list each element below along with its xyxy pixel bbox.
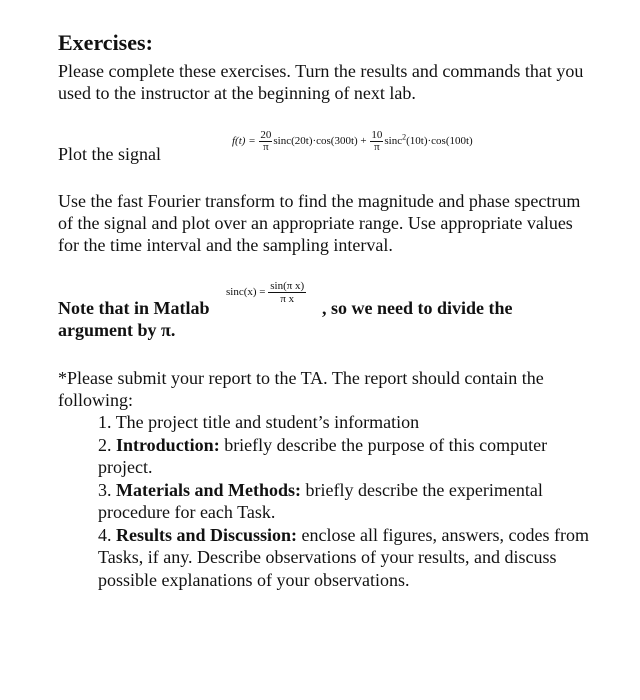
list-item [98,411,598,434]
item-text: The project title and student’s information [115,412,420,432]
formula-den-2: π [374,141,380,153]
report-items-list [98,411,598,591]
plot-signal-label: Plot the signal [58,144,161,164]
intro-paragraph: Please complete these exercises. Turn the results and commands that you used to the instructor at the beginning of next lab. [58,61,584,103]
sinc-lhs: sinc(x) = [226,286,266,299]
fft-paragraph: Use the fast Fourier transform to find the magnitude and phase spectrum of the signal and plot over an appropriate range. Use appropriate values for the time interval and the sampling interval. [58,191,581,255]
formula-exponent: 2 [402,132,407,142]
submit-instructions: *Please submit your report to the TA. The report should contain the following: [58,368,544,410]
note-prefix: Note that in Matlab [58,298,210,318]
item-text: enclose all figures, answers, codes from Tasks, if any. Describe observations of your results, and discuss possible explanations of your observations. [98,524,589,590]
sinc-den: π x [280,293,295,305]
list-item [98,524,598,592]
formula-num-2: 10 [371,129,383,141]
list-item [98,434,598,479]
item-number: 2. [98,434,112,455]
sinc-num: sin(π x) [270,280,305,292]
item-text: briefly describe the purpose of this computer project. [98,434,548,477]
list-item [98,479,598,524]
formula-fraction-2 [370,130,383,153]
item-bold: Introduction: [116,434,220,455]
signal-formula [232,130,473,153]
note-line-2: argument by π. [58,320,176,340]
formula-term-2a: sinc [384,135,403,148]
item-number: 3. [98,479,112,500]
formula-term-1: sinc(20t)·cos(300t) + [273,135,367,148]
note-suffix: , so we need to divide the [322,298,513,318]
item-bold: Materials and Methods: [116,479,301,500]
formula-fraction-1 [259,130,272,153]
sinc-fraction [268,280,306,305]
formula-den-1: π [263,141,269,153]
item-number: 1. [98,412,112,432]
item-text: briefly describe the experimental procedure for each Task. [98,479,543,522]
sinc-formula [226,280,306,305]
formula-term-2b: (10t)·cos(100t) [406,135,473,148]
item-bold: Results and Discussion: [116,524,298,545]
item-number: 4. [98,524,112,545]
formula-num-1: 20 [260,129,272,141]
page-title: Exercises: [58,30,153,55]
formula-lhs: f(t) = [232,135,256,148]
